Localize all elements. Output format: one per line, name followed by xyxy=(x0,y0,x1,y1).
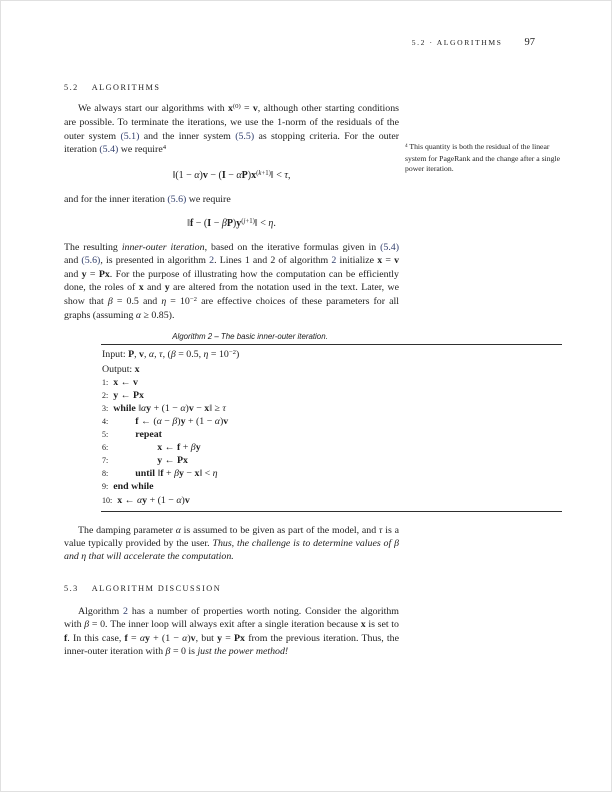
cross-reference-link[interactable]: (5.5) xyxy=(235,130,255,142)
algorithm-line-number: 4: xyxy=(102,416,109,426)
text-run: − xyxy=(225,169,237,181)
algorithm-line-number: 2: xyxy=(102,390,109,400)
cross-reference-link[interactable]: (5.1) xyxy=(120,130,140,142)
text-run: = xyxy=(240,103,253,114)
text-run: we require xyxy=(118,144,163,156)
running-header-title: 5.2 · ALGORITHMS xyxy=(411,38,503,47)
algorithm-line-number: 3: xyxy=(102,403,109,413)
text-run: − xyxy=(193,402,205,414)
text-run: ) xyxy=(187,632,191,644)
algorithm-line-number: 6: xyxy=(102,443,109,453)
paragraph-inner-intro xyxy=(64,193,399,206)
text-run: until xyxy=(135,468,155,480)
text-run: are altered from the notation used in the text. Later, we show that xyxy=(64,282,399,307)
text-run: ‖ < xyxy=(270,169,285,181)
text-run: , xyxy=(143,349,149,361)
text-run: β xyxy=(165,646,171,658)
text-run: is set to xyxy=(365,619,399,631)
text-run: − ( xyxy=(207,169,222,181)
text-run: ← xyxy=(122,494,137,506)
text-run: v xyxy=(188,402,194,414)
text-run: y xyxy=(146,402,152,414)
text-run: , xyxy=(287,169,291,181)
text-run: k xyxy=(258,169,262,177)
section-number: 5.3 xyxy=(64,583,79,593)
text-run: − xyxy=(161,415,173,427)
text-run: we require xyxy=(186,193,231,205)
algorithm-line xyxy=(102,480,562,493)
text-run: is a value typically provided by the user. xyxy=(64,524,399,549)
text-run: ( xyxy=(256,169,259,177)
text-run: f xyxy=(64,632,68,644)
text-run: ) xyxy=(247,169,252,181)
text-run: We always start our algorithms with xyxy=(78,103,228,114)
algorithm-line-content xyxy=(113,377,138,388)
algorithm-line-content xyxy=(117,495,190,506)
text-run: y xyxy=(180,415,186,427)
text-run: f xyxy=(124,632,128,644)
text-run: This quantity is both the residual of the linear system for PageRank and the change after a single power iteration. xyxy=(405,142,560,173)
text-run: , although other starting conditions are possible. To terminate the iterations, we use the 1-norm of the residuals of the outer system xyxy=(64,103,399,142)
algorithm-line-content xyxy=(113,481,153,492)
algorithm-line-number: 8: xyxy=(102,469,109,479)
text-run: repeat xyxy=(135,429,162,441)
algorithm-line xyxy=(102,441,562,454)
text-run: f xyxy=(176,442,181,454)
equation-inner-criterion xyxy=(64,217,399,232)
running-header xyxy=(1,37,535,48)
text-run: ) xyxy=(232,218,237,230)
cross-reference-link[interactable]: (5.4) xyxy=(380,242,400,254)
cross-reference-link[interactable]: 2 xyxy=(209,255,215,267)
text-run: ‖ < xyxy=(254,218,269,230)
algorithm-line-number: 10: xyxy=(102,495,113,505)
text-run: = 0. The inner loop will always exit after a single iteration because xyxy=(89,619,361,631)
text-run: f xyxy=(135,415,139,427)
text-run: = xyxy=(127,632,140,644)
text-run: x xyxy=(113,376,119,388)
paragraph-damping xyxy=(64,524,399,564)
text-run: . For the purpose of illustrating how the computation can be efficiently done, the roles of xyxy=(64,268,399,294)
text-run: ← xyxy=(118,376,133,388)
text-run: = 0.5, xyxy=(175,349,204,361)
text-run: . Lines 1 and 2 of algorithm xyxy=(214,255,332,267)
text-run: ‖ xyxy=(187,218,190,230)
text-run: Px xyxy=(98,268,110,280)
text-run: α xyxy=(236,169,242,181)
text-run: y xyxy=(195,442,201,454)
text-run: ) xyxy=(236,349,240,361)
text-run: . In this case, xyxy=(67,632,125,644)
cross-reference-link[interactable]: 2 xyxy=(331,255,337,267)
text-run: x xyxy=(157,442,163,454)
algorithm-line xyxy=(102,415,562,428)
text-run: , is presented in algorithm xyxy=(100,255,210,267)
text-run: ( xyxy=(241,217,244,225)
algorithm-line-content xyxy=(113,390,144,401)
page-number: 97 xyxy=(524,37,535,48)
margin-footnote xyxy=(405,142,561,173)
text-run: α xyxy=(148,349,155,361)
algorithm-line-number: 7: xyxy=(102,456,109,466)
text-run: Px xyxy=(234,632,245,644)
text-run: α xyxy=(180,402,186,414)
algorithm-line xyxy=(102,402,562,415)
text-run: , xyxy=(134,349,140,361)
text-run: ) xyxy=(177,415,181,427)
text-run: y xyxy=(164,282,170,294)
text-run: y xyxy=(157,455,163,467)
text-run: β xyxy=(172,415,178,427)
text-run: η xyxy=(161,295,167,307)
text-run: P xyxy=(128,349,135,361)
text-run: + (1 − xyxy=(149,632,183,644)
algorithm-line xyxy=(102,454,562,467)
text-run: y xyxy=(113,389,119,401)
text-run: β xyxy=(190,442,196,454)
algorithm-line-content xyxy=(113,429,162,440)
algorithm-line xyxy=(102,494,562,507)
cross-reference-link[interactable]: (5.4) xyxy=(99,144,119,156)
text-run: η xyxy=(212,468,218,480)
text-run: α xyxy=(214,415,220,427)
text-run: ‖ < xyxy=(199,468,213,480)
text-run: v xyxy=(394,255,399,267)
text-run: y xyxy=(178,468,184,480)
text-run: x xyxy=(194,468,200,480)
text-run: y xyxy=(145,632,150,644)
paragraph-intro xyxy=(64,102,399,158)
algorithm-line-number: 9: xyxy=(102,482,109,492)
text-run: ← xyxy=(162,455,177,467)
text-run: y xyxy=(81,268,87,280)
algorithm-line-content xyxy=(113,455,188,466)
section-number: 5.2 xyxy=(64,83,79,92)
text-run: α xyxy=(176,494,182,506)
text-run: The damping parameter xyxy=(78,524,176,536)
text-run: v xyxy=(132,376,138,388)
text-run: x xyxy=(251,169,257,181)
text-run: − xyxy=(211,218,222,230)
text-run: 4 xyxy=(162,144,167,152)
algorithm-line xyxy=(102,389,562,402)
text-run: ) xyxy=(181,494,185,506)
text-run: ‖ xyxy=(155,468,161,480)
text-run: f xyxy=(189,218,194,230)
text-run: = xyxy=(222,632,234,644)
text-run: + (1 − xyxy=(147,494,177,506)
text-run: ≥ 0.85). xyxy=(141,310,175,322)
cross-reference-link[interactable]: 2 xyxy=(123,605,128,617)
paragraph-resulting-iteration xyxy=(64,241,399,322)
text-run: + xyxy=(180,442,191,454)
equation-outer-criterion xyxy=(64,169,399,184)
algorithm-line-content xyxy=(113,403,226,414)
text-run: +1) xyxy=(245,217,255,225)
text-run: has a number of properties worth noting. Consider the algorithm with xyxy=(64,605,399,631)
text-run: while xyxy=(113,402,136,414)
section-title: ALGORITHMS xyxy=(91,83,161,92)
text-run: ) xyxy=(219,415,224,427)
text-run: + (1 − xyxy=(151,402,181,414)
text-run: The resulting xyxy=(64,242,122,254)
text-run: β xyxy=(221,218,227,230)
text-run: , based on the iterative formulas given in xyxy=(204,242,381,254)
main-text-column xyxy=(64,83,399,658)
text-run: x xyxy=(204,402,210,414)
text-run: ← xyxy=(118,389,133,401)
text-run: −2 xyxy=(228,349,236,357)
algorithm-line-content xyxy=(113,442,200,453)
algorithm-caption: Algorithm 2 – The basic inner-outer iteration. xyxy=(172,332,328,342)
text-run: η xyxy=(203,349,209,361)
text-run: Px xyxy=(176,455,188,467)
text-run: x xyxy=(360,619,366,631)
algorithm-line xyxy=(102,376,562,389)
paragraph-discussion xyxy=(64,605,399,659)
algorithm-line xyxy=(102,428,562,441)
algorithm-line xyxy=(102,467,562,480)
text-run: x xyxy=(138,282,144,294)
text-run: as stopping criteria. For the outer iteration xyxy=(64,130,399,156)
text-run: α xyxy=(156,415,162,427)
text-run: α xyxy=(194,169,200,181)
text-run: j xyxy=(243,217,246,225)
algorithm-line-content xyxy=(113,416,228,427)
text-run: y xyxy=(142,494,148,506)
algorithm-line-content xyxy=(113,468,217,479)
text-run: ‖(1 − xyxy=(172,169,195,181)
text-run: + (1 − xyxy=(185,415,215,427)
text-run: β xyxy=(107,295,113,307)
text-run: β xyxy=(170,349,176,361)
algorithm-line xyxy=(102,348,562,362)
text-run: and xyxy=(143,282,165,294)
text-run: v xyxy=(223,415,229,427)
text-run: ← xyxy=(162,442,177,454)
algorithm-2-listing xyxy=(101,332,562,511)
text-run: end while xyxy=(113,481,154,493)
text-run: x xyxy=(117,494,123,506)
text-run: ‖ ≥ xyxy=(209,402,223,414)
text-run: β xyxy=(84,619,90,631)
text-run: just the power method! xyxy=(197,646,289,658)
text-run: (0) xyxy=(232,102,241,110)
text-run: ) xyxy=(185,402,189,414)
text-run: τ xyxy=(284,169,288,181)
text-run: v xyxy=(184,494,190,506)
text-run: v xyxy=(252,103,258,114)
algorithm-line-number: 1: xyxy=(102,377,109,387)
text-run: inner-outer iteration xyxy=(121,242,205,254)
text-run: = xyxy=(86,268,99,280)
section-title: ALGORITHM DISCUSSION xyxy=(91,583,222,593)
text-run: = 10 xyxy=(208,349,229,361)
text-run: I xyxy=(221,169,226,181)
text-run: = xyxy=(382,255,395,267)
text-run: Input: xyxy=(102,349,129,361)
text-run: f xyxy=(160,468,164,480)
text-run: − ( xyxy=(193,218,208,230)
text-run: , ( xyxy=(162,349,171,361)
text-run: x xyxy=(134,363,140,375)
text-run: and for the inner iteration xyxy=(64,193,168,205)
text-run: Algorithm xyxy=(78,605,124,617)
text-run: − xyxy=(183,468,195,480)
text-run: α xyxy=(175,524,181,536)
text-run: v xyxy=(190,632,196,644)
cross-reference-link[interactable]: (5.6) xyxy=(167,193,187,205)
text-run: and the inner system xyxy=(139,130,236,142)
text-run: , xyxy=(154,349,160,361)
text-run: v xyxy=(202,169,208,181)
text-run: α xyxy=(140,402,147,414)
text-run: v xyxy=(139,349,144,361)
text-run: from the previous iteration. Thus, the inner-outer iteration with xyxy=(64,632,399,658)
cross-reference-link[interactable]: (5.6) xyxy=(81,255,101,267)
text-run: . xyxy=(273,218,276,230)
text-run: Px xyxy=(132,389,144,401)
text-run: y xyxy=(217,632,223,644)
algorithm-line-content xyxy=(102,364,140,375)
text-run: 4 xyxy=(405,142,408,149)
section-heading-53 xyxy=(64,584,399,593)
algorithm-line-number: 5: xyxy=(102,430,109,440)
text-run: Thus, the challenge is to determine values of β and η that will accelerate the computation. xyxy=(64,538,399,563)
text-run: τ xyxy=(222,402,226,414)
text-run: = 0.5 and xyxy=(112,295,162,307)
text-run: α xyxy=(136,494,143,506)
text-run: P xyxy=(226,218,233,230)
text-run: η xyxy=(268,218,274,230)
text-run: −2 xyxy=(189,295,198,303)
text-run: is assumed to be given as part of the model, and xyxy=(180,524,379,536)
algorithm-line xyxy=(102,363,562,376)
text-run: +1) xyxy=(261,169,271,177)
text-run: initialize xyxy=(336,255,378,267)
text-run: τ xyxy=(159,349,163,361)
text-run: x xyxy=(227,103,233,114)
text-run: = 10 xyxy=(166,295,190,307)
text-run: I xyxy=(207,218,212,230)
text-run: P xyxy=(241,169,248,181)
text-run: Output: xyxy=(102,363,135,375)
text-run: , but xyxy=(195,632,218,644)
text-run: α xyxy=(139,632,146,644)
section-heading-52 xyxy=(64,83,399,92)
text-run: α xyxy=(135,310,142,322)
text-run: ) xyxy=(199,169,203,181)
text-run: and xyxy=(64,268,82,280)
text-run: + xyxy=(163,468,175,480)
text-run: are effective choices of these parameters for all graphs (assuming xyxy=(64,295,399,322)
text-run: = 0 is xyxy=(170,646,198,658)
text-run: x xyxy=(377,255,383,267)
text-run: y xyxy=(236,218,242,230)
text-run: and xyxy=(64,255,82,267)
algorithm-line-content xyxy=(102,349,239,360)
algorithm-body xyxy=(101,344,562,511)
text-run: τ xyxy=(378,524,383,536)
text-run: ‖ xyxy=(135,402,141,414)
text-run: ← ( xyxy=(138,415,157,427)
text-run: β xyxy=(174,468,179,480)
text-run: α xyxy=(182,632,188,644)
